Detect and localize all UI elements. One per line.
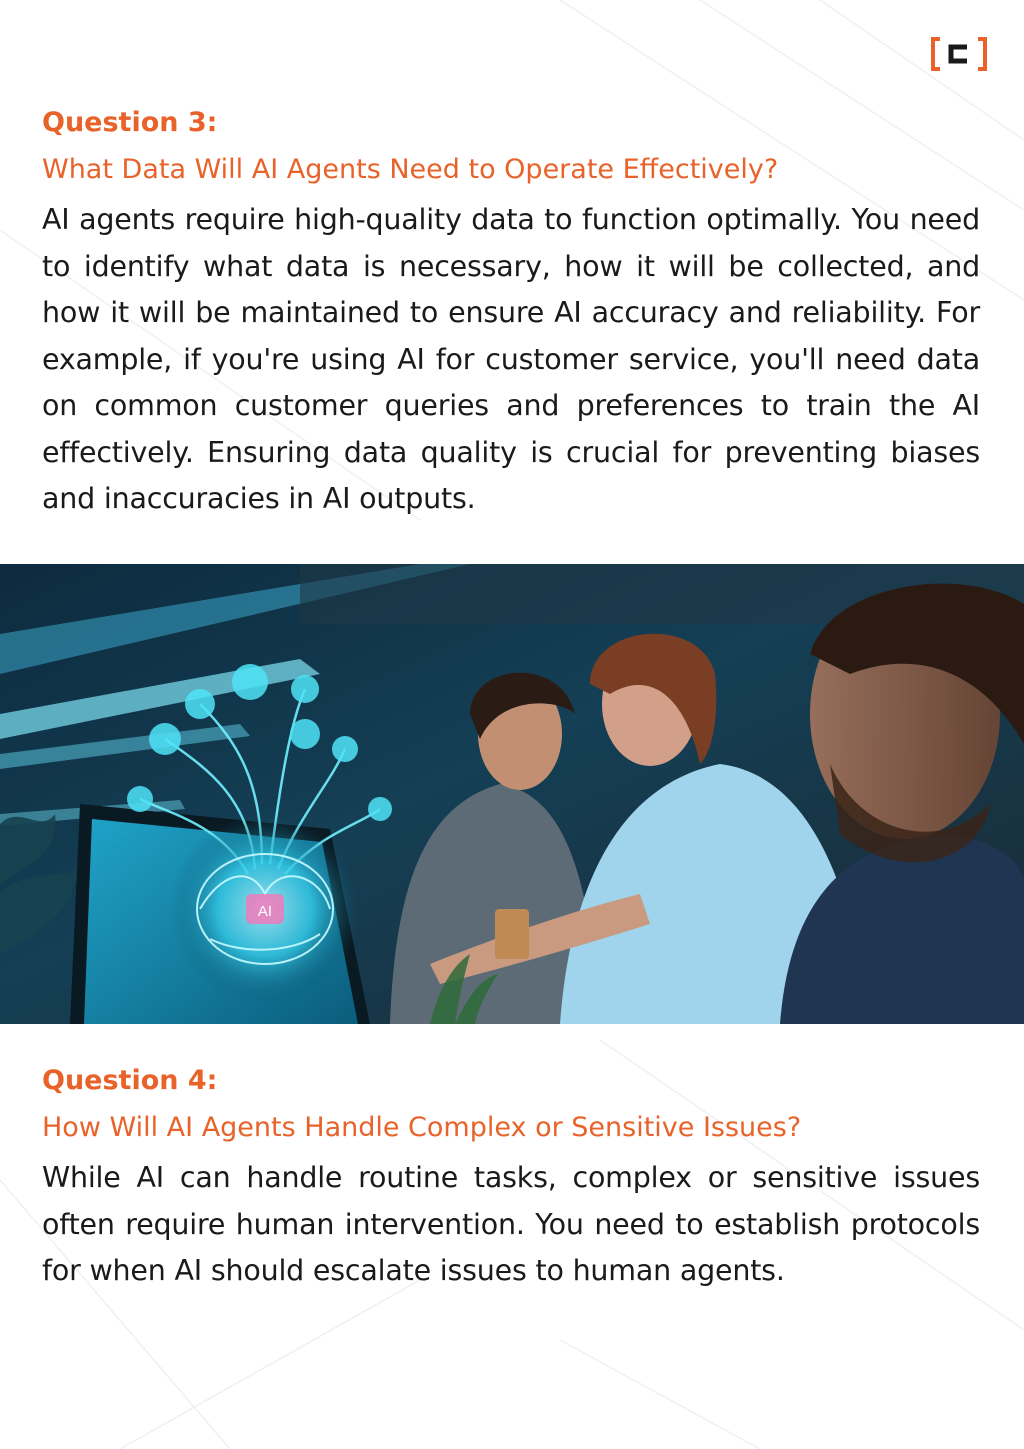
brand-logo [930,36,988,72]
office-ai-photo [0,564,1024,1024]
question-3-body: AI agents require high-quality data to function optimally. You need to identify what data is necessary, how it will be collected, and how it will be maintained to ensure AI accuracy and reliability. For example, if you're using AI for customer service, you'll need data on common customer queries and preferences to train the AI effectively. Ensuring data quality is crucial for preventing biases and inaccuracies in AI outputs. [42,203,980,515]
ai-chip-label: AI [257,903,273,920]
question-4-section [42,1065,980,1295]
question-4-body: While AI can handle routine tasks, complex or sensitive issues often require human intervention. You need to establish protocols for when AI should escalate issues to human agents. [42,1161,980,1287]
question-3-section [42,107,980,523]
question-4-title: How Will AI Agents Handle Complex or Sensitive Issues? [42,1112,802,1143]
question-3-label: Question 3: [42,107,218,138]
question-3-title: What Data Will AI Agents Need to Operate Effectively? [42,154,779,185]
question-4-label: Question 4: [42,1065,218,1096]
